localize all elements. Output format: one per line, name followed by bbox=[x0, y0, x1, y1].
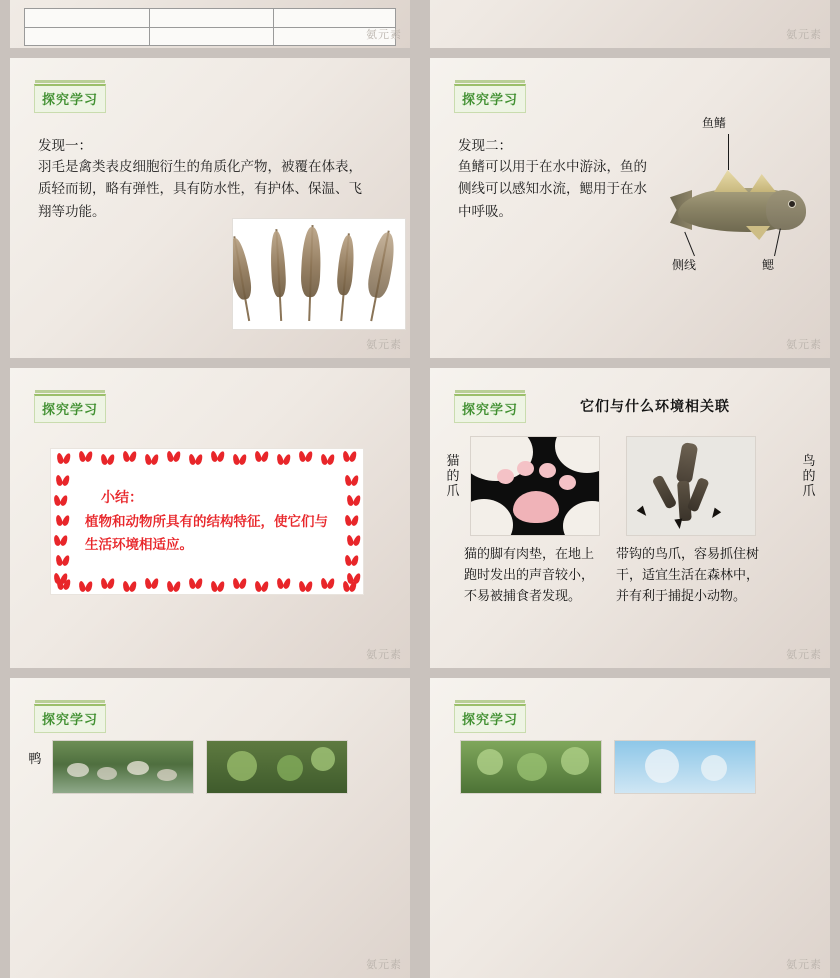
fish-fin-callout: 鱼鳍 bbox=[702, 116, 727, 130]
fish-gill-callout: 鳃 bbox=[762, 258, 775, 272]
discovery-label: 发现一： bbox=[38, 138, 92, 153]
butterfly-banner bbox=[504, 6, 754, 46]
fish-pelvic-fin bbox=[746, 226, 770, 240]
watermark: 氨元素 bbox=[786, 959, 822, 971]
section-tag: 探究学习 bbox=[34, 394, 106, 423]
watermark: 氨元素 bbox=[366, 339, 402, 351]
fish-fin-leader bbox=[728, 134, 729, 170]
watermark: 氨元素 bbox=[366, 649, 402, 661]
slide-seed[interactable] bbox=[430, 678, 830, 978]
slide-top-left[interactable] bbox=[10, 0, 410, 48]
slide-heading: 它们与什么环境相关联 bbox=[580, 398, 730, 414]
bird-claw-caption: 带钩的鸟爪，容易抓住树干，适宜生活在森林中，并有利于捕捉小动物。 bbox=[616, 546, 760, 603]
fish-lateral-line-callout: 侧线 bbox=[672, 258, 697, 272]
ducks-photo bbox=[52, 740, 194, 794]
section-tag: 探究学习 bbox=[454, 84, 526, 113]
slide-duck[interactable] bbox=[10, 678, 410, 978]
summary-title: 小结： bbox=[101, 489, 143, 505]
green-plant-photo bbox=[460, 740, 602, 794]
top-partial-table bbox=[24, 8, 396, 46]
slide-adaptation[interactable] bbox=[430, 368, 830, 668]
fish-dorsal-fin-back bbox=[750, 174, 776, 192]
discovery-paragraph: 鱼鳍可以用于在水中游泳，鱼的侧线可以感知水流，鳃用于在水中呼吸。 bbox=[458, 159, 647, 219]
discovery-paragraph: 羽毛是禽类表皮细胞衍生的角质化产物，被覆在体表，质轻而韧，略有弹性，具有防水性，有护体、保温、飞翔等功能。 bbox=[38, 159, 362, 219]
watermark: 氨元素 bbox=[366, 959, 402, 971]
bird-claw-photo bbox=[626, 436, 756, 536]
watermark: 氨元素 bbox=[786, 649, 822, 661]
duck-label: 鸭 bbox=[28, 751, 42, 766]
fish-head bbox=[766, 190, 806, 230]
fish-lateral-leader bbox=[684, 232, 695, 256]
section-tag: 探究学习 bbox=[34, 84, 106, 113]
slide-fish[interactable] bbox=[430, 58, 830, 358]
plant-photo bbox=[206, 740, 348, 794]
feathers-photo bbox=[232, 218, 406, 330]
slide-top-right[interactable] bbox=[430, 0, 830, 48]
fish-eye bbox=[788, 200, 796, 208]
watermark: 氨元素 bbox=[366, 29, 402, 41]
fish-photo bbox=[670, 116, 820, 276]
fish-gill-leader bbox=[774, 229, 781, 257]
cat-paw-photo bbox=[470, 436, 600, 536]
fish-dorsal-fin-front bbox=[714, 170, 748, 192]
dandelion-sky-photo bbox=[614, 740, 756, 794]
slide-feather[interactable] bbox=[10, 58, 410, 358]
section-tag: 探究学习 bbox=[454, 394, 526, 423]
watermark: 氨元素 bbox=[786, 339, 822, 351]
summary-box bbox=[50, 448, 364, 595]
slide-summary[interactable] bbox=[10, 368, 410, 668]
discovery-label: 发现二： bbox=[458, 138, 512, 153]
cat-paw-caption: 猫的脚有肉垫，在地上跑时发出的声音较小，不易被捕食者发现。 bbox=[464, 546, 595, 603]
bird-claw-label: 鸟的爪 bbox=[802, 453, 816, 498]
watermark: 氨元素 bbox=[786, 29, 822, 41]
section-tag: 探究学习 bbox=[34, 704, 106, 733]
section-tag: 探究学习 bbox=[454, 704, 526, 733]
summary-body: 植物和动物所具有的结构特征，使它们与生活环境相适应。 bbox=[85, 514, 328, 552]
cat-claw-label: 猫的爪 bbox=[446, 453, 460, 498]
